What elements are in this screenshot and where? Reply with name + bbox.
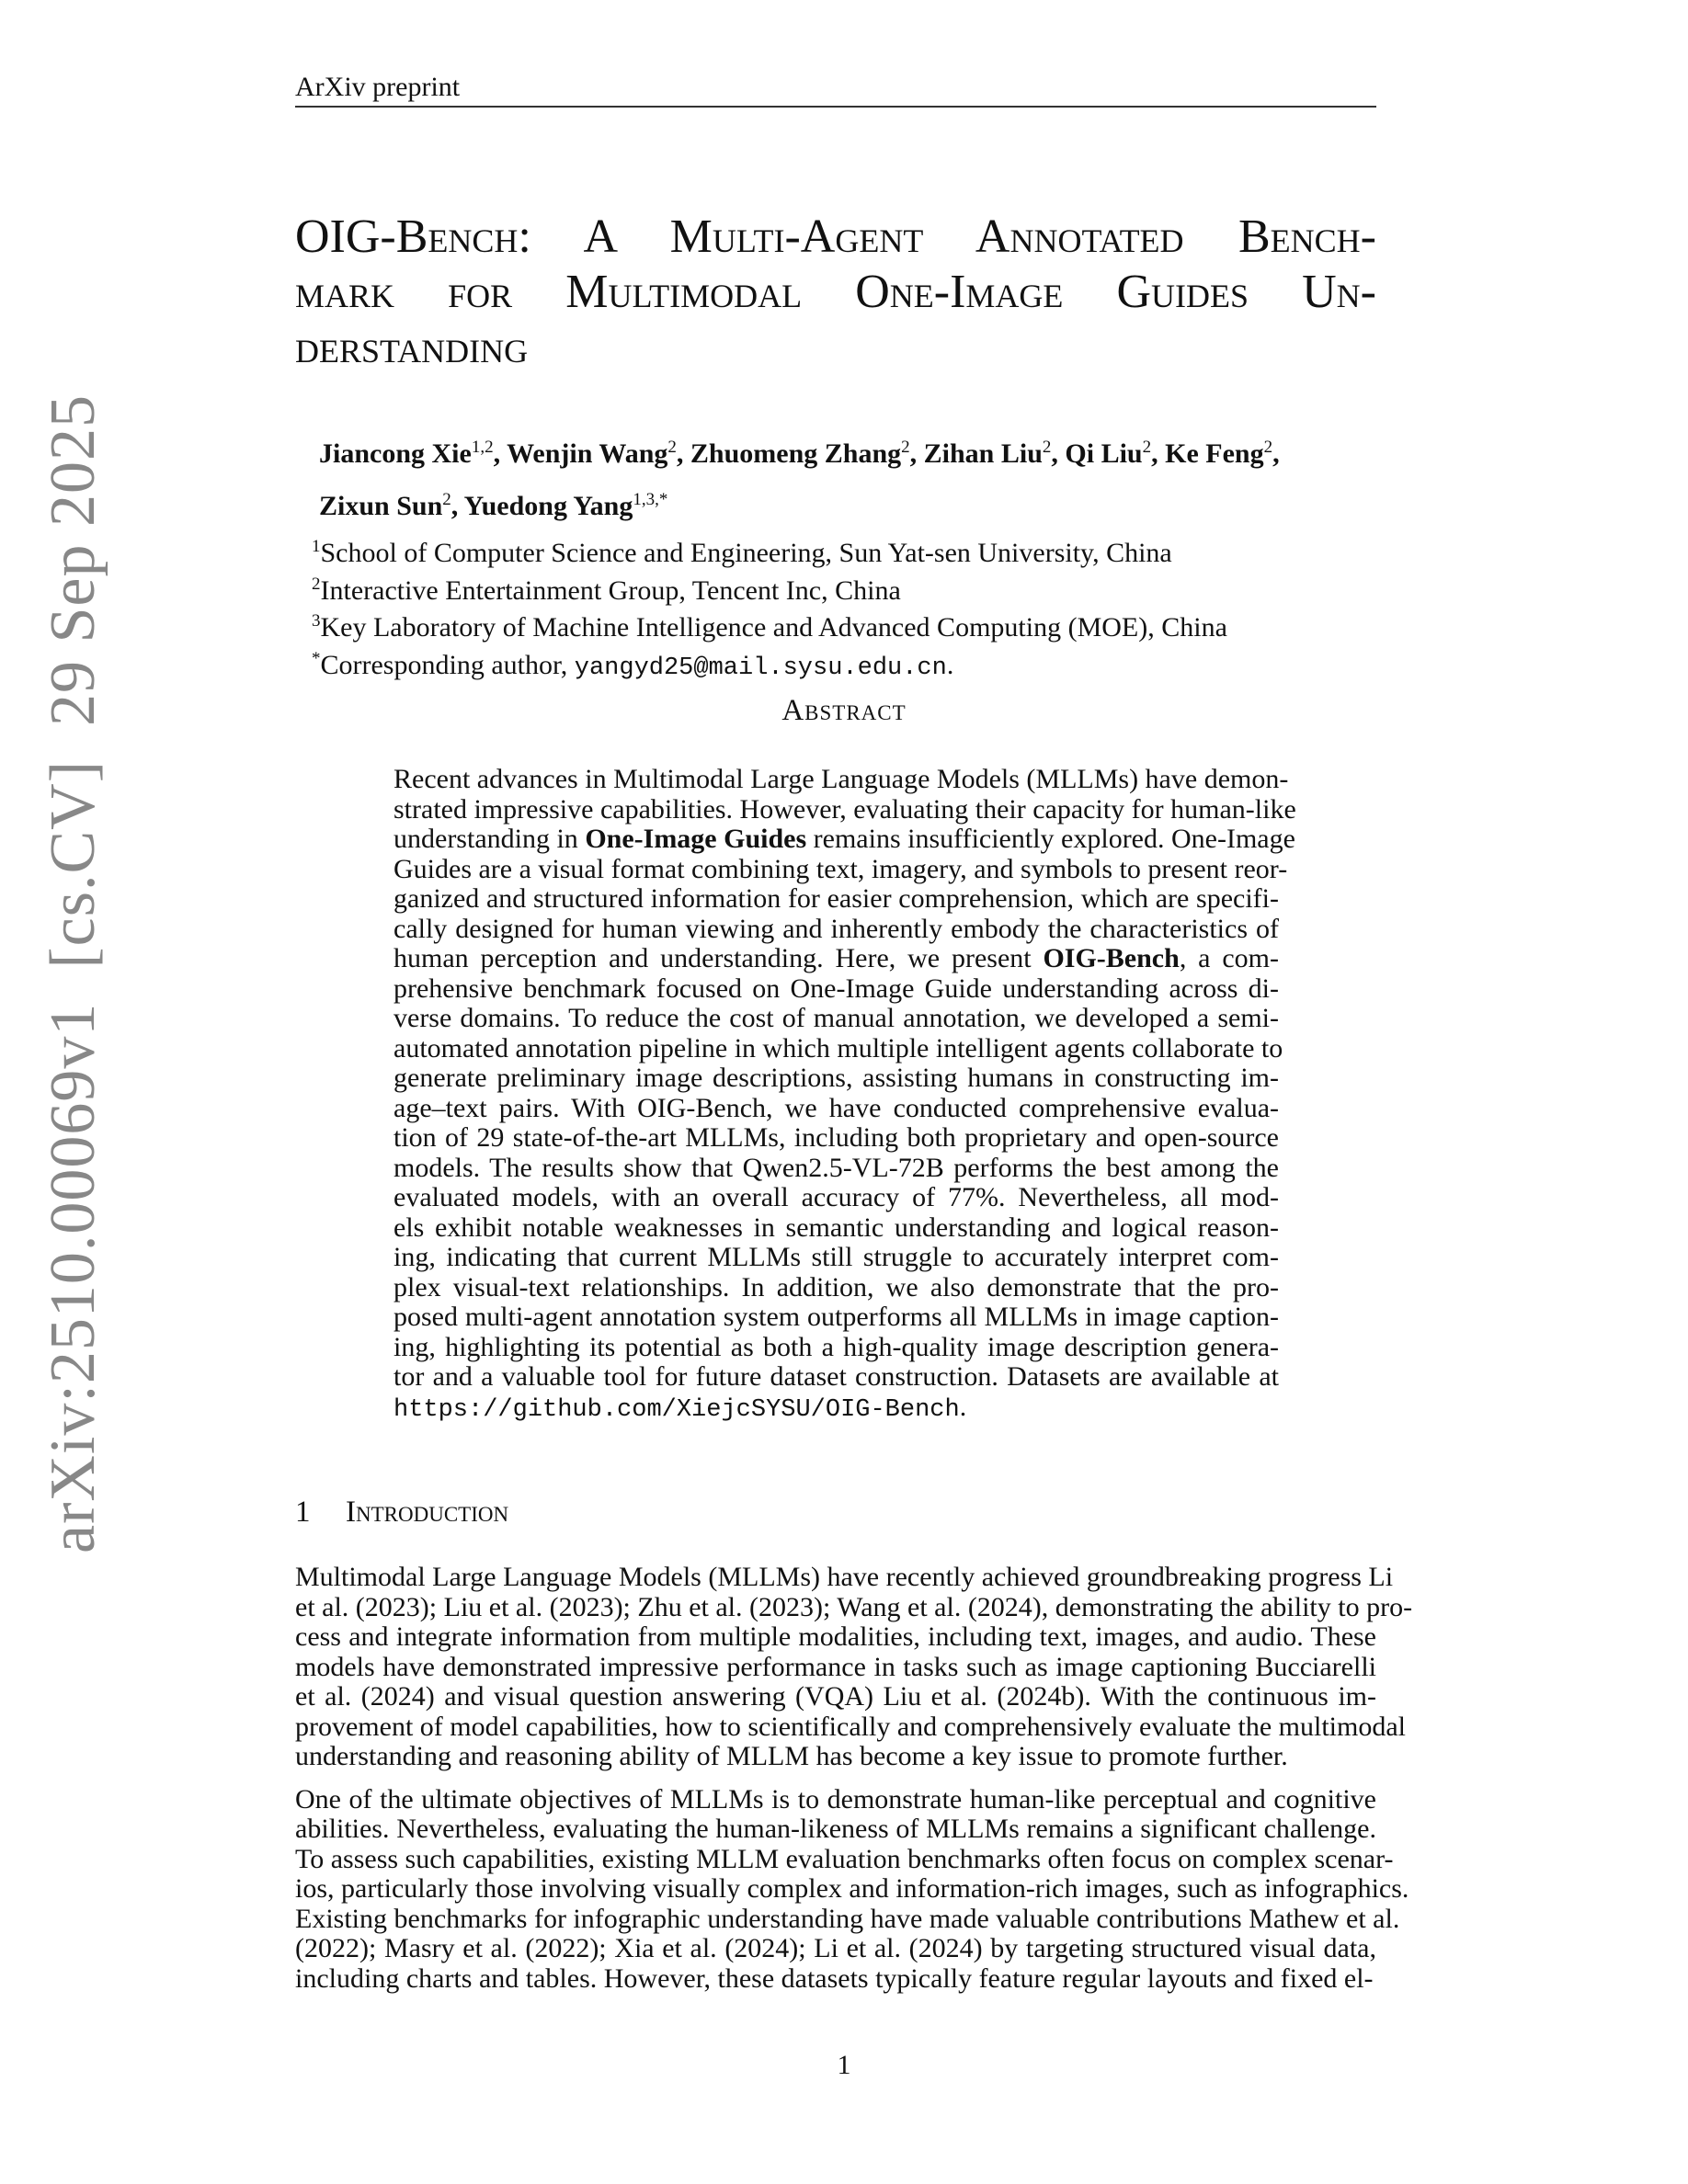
affiliation-mark: * — [312, 648, 321, 668]
page-number: 1 — [837, 2050, 851, 2080]
paper-title-line: derstanding — [295, 321, 529, 373]
abstract-line: Recent advances in Multimodal Large Language Models (MLLMs) have demon- — [393, 764, 1289, 794]
affiliation-mark: 1 — [312, 537, 321, 556]
abstract-line: automated annotation pipeline in which multiple intelligent agents collaborate to — [393, 1032, 1283, 1064]
intro-line: understanding and reasoning ability of MLLM has become a key issue to promote further. — [295, 1741, 1288, 1771]
author-list: Jiancong Xie$^{1,2}$, Wenjin Wang$^2$, Zhuomeng Zhang$^2$, Zihan Liu$^2$, Qi Liu$^2$, Ke Feng$^2$, Zixun Sun$^2$, Yuedong Yang$^{1,3,*}$ — [319, 438, 1280, 521]
intro-line: abilities. Nevertheless, evaluating the human-likeness of MLLMs remains a significant challenge. — [295, 1814, 1376, 1844]
author-affiliation-mark: 1,2 — [471, 438, 494, 457]
paper-title-line: OIG-Bench: A Multi-Agent Annotated Bench- — [295, 210, 1376, 263]
intro-line: including charts and tables. However, these datasets typically feature regular layouts and fixed el- — [295, 1962, 1374, 1994]
affiliation-mark: 3 — [312, 611, 321, 631]
abstract-line: verse domains. To reduce the cost of manual annotation, we developed a semi- — [393, 1003, 1279, 1033]
affiliation-mark: 2 — [312, 574, 321, 594]
affiliation-line — [312, 606, 1227, 643]
intro-line: models have demonstrated impressive performance in tasks such as image captioning Bucciarelli — [295, 1651, 1376, 1682]
intro-line: One of the ultimate objectives of MLLMs is to demonstrate human-like perceptual and cognitive — [295, 1783, 1376, 1814]
section-number: 1 — [295, 1496, 311, 1529]
paper-title-line: mark for Multimodal One-Image Guides Un- — [295, 266, 1376, 318]
abstract-line: ing, highlighting its potential as both a high-quality image description genera- — [393, 1331, 1279, 1362]
author-affiliation-mark: 2 — [1142, 438, 1152, 457]
author-name: Qi Liu — [1065, 438, 1143, 469]
author-name: Zixun Sun — [319, 491, 443, 521]
intro-line: (2022); Masry et al. (2022); Xia et al. (2024); Li et al. (2024) by targeting structured visual data, — [295, 1933, 1376, 1963]
intro-line: provement of model capabilities, how to scientifically and comprehensively evaluate the multimodal — [295, 1711, 1406, 1742]
affiliation-line — [312, 569, 1227, 607]
abstract-line: models. The results show that Qwen2.5-VL-72B performs the best among the — [393, 1152, 1279, 1183]
intro-line: cess and integrate information from multiple modalities, including text, images, and audio. These — [295, 1621, 1376, 1652]
intro-line: ios, particularly those involving visually complex and information-rich images, such as infographics. — [295, 1873, 1409, 1904]
affiliation-text: Corresponding author, — [320, 649, 575, 680]
arxiv-identifier-stamp: arXiv:2510.00069v1 [cs.CV] 29 Sep 2025 — [38, 393, 108, 1553]
intro-line: Existing benchmarks for infographic understanding have made valuable contributions Mathew et al. — [295, 1903, 1400, 1934]
affiliation-text: Interactive Entertainment Group, Tencent Inc, China — [320, 574, 901, 606]
author-name: Zhuomeng Zhang — [690, 438, 902, 469]
abstract-line: evaluated models, with an overall accuracy of 77%. Nevertheless, all mod- — [393, 1182, 1279, 1212]
author-affiliation-mark: 2 — [901, 438, 910, 457]
abstract-line: prehensive benchmark focused on One-Image Guide understanding across di- — [393, 973, 1279, 1004]
running-head: ArXiv preprint — [295, 72, 461, 102]
abstract-line: posed multi-agent annotation system outperforms all MLLMs in image caption- — [393, 1302, 1279, 1332]
abstract-line: human perception and understanding. Here, we present OIG-Bench, a com- — [393, 943, 1279, 973]
corresponding-email[interactable]: yangyd25@mail.sysu.edu.cn — [574, 654, 947, 682]
abstract-line: tor and a valuable tool for future dataset construction. Datasets are available at — [393, 1361, 1279, 1392]
abstract-line: strated impressive capabilities. However, evaluating their capacity for human-like — [393, 793, 1296, 825]
intro-line: et al. (2023); Liu et al. (2023); Zhu et al. (2023); Wang et al. (2024), demonstrating the ability to pro- — [295, 1591, 1413, 1622]
abstract-line: plex visual-text relationships. In addition, we also demonstrate that the pro- — [393, 1271, 1279, 1302]
abstract-heading: Abstract — [781, 694, 907, 727]
affiliation-text: School of Computer Science and Engineering, Sun Yat-sen University, China — [320, 538, 1172, 568]
author-affiliation-mark: 2 — [1042, 438, 1052, 457]
affiliation-line: *Corresponding author, yangyd25@mail.sysu.edu.cn. — [312, 648, 954, 682]
author-affiliation-mark: 1,3,* — [633, 490, 668, 509]
author-name: Zihan Liu — [923, 438, 1043, 469]
bold-term: One-Image Guides — [585, 824, 807, 854]
intro-line: et al. (2024) and visual question answering (VQA) Liu et al. (2024b). With the continuous im- — [295, 1681, 1376, 1712]
affiliation-list — [312, 531, 1227, 684]
affiliation-line — [312, 531, 1227, 569]
abstract-line: age–text pairs. With OIG-Bench, we have conducted comprehensive evalua- — [393, 1092, 1279, 1123]
affiliation-text: Key Laboratory of Machine Intelligence and Advanced Computing (MOE), China — [320, 612, 1227, 643]
abstract-line: cally designed for human viewing and inherently embody the characteristics of — [393, 913, 1279, 944]
header-rule — [295, 106, 1376, 108]
dataset-url[interactable]: https://github.com/XiejcSYSU/OIG-Bench — [393, 1395, 960, 1424]
abstract-line: understanding in One-Image Guides remains insufficiently explored. One-Image — [393, 824, 1295, 854]
intro-line: To assess such capabilities, existing MLLM evaluation benchmarks often focus on complex scenar- — [295, 1843, 1394, 1874]
bold-term: OIG-Bench — [1043, 943, 1180, 973]
section-title: Introduction — [346, 1496, 509, 1529]
section-heading — [295, 1496, 508, 1530]
abstract-line: Guides are a visual format combining text, imagery, and symbols to present reor- — [393, 853, 1288, 884]
abstract-line: tion of 29 state-of-the-art MLLMs, including both proprietary and open-source — [393, 1122, 1279, 1153]
author-affiliation-mark: 2 — [442, 490, 451, 509]
abstract-line: https://github.com/XiejcSYSU/OIG-Bench. — [393, 1391, 967, 1424]
abstract-line: generate preliminary image descriptions, assisting humans in constructing im- — [393, 1063, 1279, 1093]
author-name: Jiancong Xie — [319, 438, 472, 469]
author-name: Yuedong Yang — [463, 491, 633, 521]
author-affiliation-mark: 2 — [667, 438, 677, 457]
intro-line: Multimodal Large Language Models (MLLMs) have recently achieved groundbreaking progress Li — [295, 1562, 1394, 1592]
author-name: Ke Feng — [1165, 438, 1264, 469]
abstract-line: ganized and structured information for easier comprehension, which are specifi- — [393, 883, 1279, 914]
abstract-line: ing, indicating that current MLLMs still struggle to accurately interpret com- — [393, 1242, 1279, 1272]
abstract-line: els exhibit notable weaknesses in semantic understanding and logical reason- — [393, 1211, 1279, 1243]
author-name: Wenjin Wang — [507, 438, 668, 469]
author-affiliation-mark: 2 — [1263, 438, 1273, 457]
